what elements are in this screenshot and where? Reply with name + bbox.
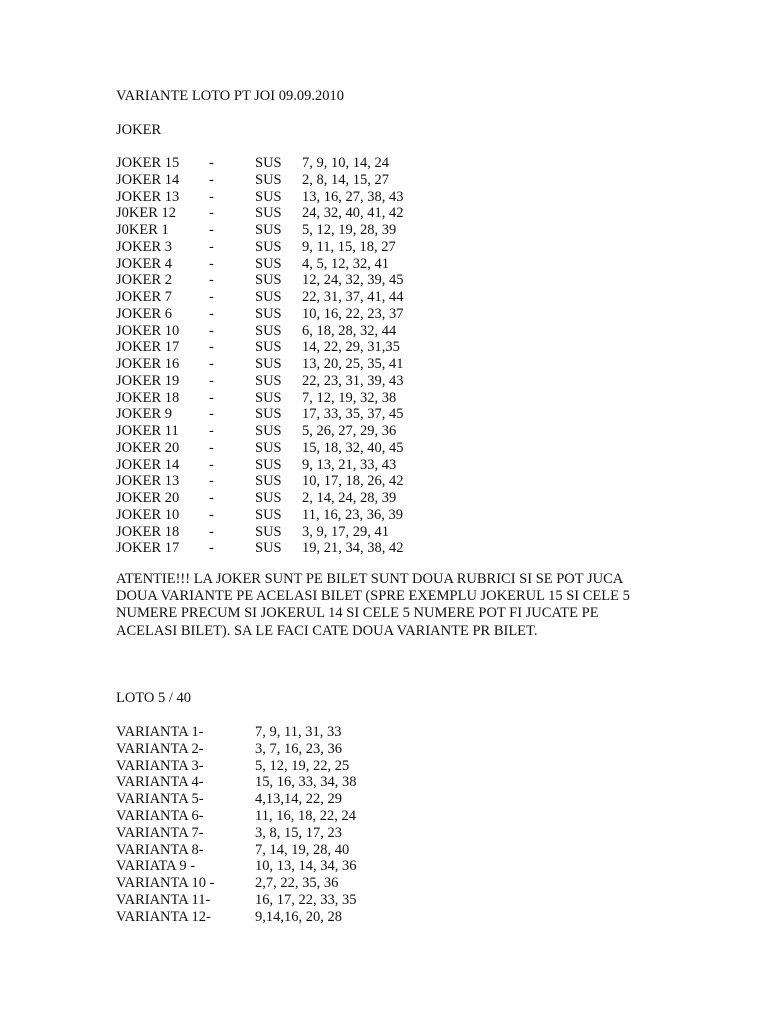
variant-name: VARIANTA 7- xyxy=(116,824,204,841)
joker-numbers: 2, 8, 14, 15, 27 xyxy=(302,171,389,188)
joker-sus-label: SUS xyxy=(255,523,282,540)
joker-name: JOKER 3 xyxy=(116,238,172,255)
joker-numbers: 22, 23, 31, 39, 43 xyxy=(302,372,404,389)
joker-row xyxy=(116,457,676,474)
joker-row xyxy=(116,507,676,524)
joker-row xyxy=(116,272,676,289)
variant-name: VARIANTA 10 - xyxy=(116,875,215,892)
joker-row xyxy=(116,373,676,390)
joker-dash: - xyxy=(209,155,214,171)
variant-name: VARIANTA 6- xyxy=(116,807,204,824)
variant-numbers: 9,14,16, 20, 28 xyxy=(255,908,342,925)
variant-numbers: 7, 9, 11, 31, 33 xyxy=(255,724,342,740)
joker-dash: - xyxy=(209,372,214,389)
joker-name: JOKER 14 xyxy=(116,456,180,473)
joker-dash: - xyxy=(209,523,214,540)
joker-numbers: 4, 5, 12, 32, 41 xyxy=(302,255,389,272)
variant-numbers: 3, 8, 15, 17, 23 xyxy=(255,824,342,841)
joker-numbers: 5, 12, 19, 28, 39 xyxy=(302,222,397,238)
joker-sus-label: SUS xyxy=(255,356,282,372)
joker-dash: - xyxy=(209,272,214,289)
joker-dash: - xyxy=(209,356,214,372)
joker-name: JOKER 9 xyxy=(116,406,172,423)
variant-numbers: 3, 7, 16, 23, 36 xyxy=(255,740,342,757)
joker-row xyxy=(116,356,676,373)
joker-sus-label: SUS xyxy=(255,188,282,205)
variant-name: VARIANTA 5- xyxy=(116,791,204,808)
joker-numbers: 14, 22, 29, 31,35 xyxy=(302,339,400,356)
variant-numbers: 5, 12, 19, 22, 25 xyxy=(255,757,350,774)
joker-numbers: 24, 32, 40, 41, 42 xyxy=(302,205,404,222)
loto-variant-row xyxy=(116,909,516,926)
joker-sus-label: SUS xyxy=(255,389,282,406)
joker-dash: - xyxy=(209,506,214,523)
joker-name: JOKER 20 xyxy=(116,490,180,506)
document-title: VARIANTE LOTO PT JOI 09.09.2010 xyxy=(116,88,344,104)
joker-numbers: 2, 14, 24, 28, 39 xyxy=(302,490,397,506)
joker-sus-label: SUS xyxy=(255,339,282,356)
joker-name: JOKER 10 xyxy=(116,506,180,523)
joker-numbers: 10, 17, 18, 26, 42 xyxy=(302,473,404,490)
joker-sus-label: SUS xyxy=(255,155,282,171)
variant-name: VARIANTA 8- xyxy=(116,841,204,858)
joker-dash: - xyxy=(209,322,214,339)
joker-name: JOKER 2 xyxy=(116,272,172,289)
joker-sus-label: SUS xyxy=(255,289,282,305)
joker-dash: - xyxy=(209,188,214,205)
joker-sus-label: SUS xyxy=(255,322,282,339)
joker-row xyxy=(116,189,676,206)
joker-name: JOKER 11 xyxy=(116,423,179,439)
joker-sus-label: SUS xyxy=(255,540,282,557)
variant-name: VARIANTA 3- xyxy=(116,757,204,774)
joker-row xyxy=(116,306,676,323)
joker-row xyxy=(116,323,676,340)
joker-numbers: 13, 16, 27, 38, 43 xyxy=(302,188,404,205)
joker-row xyxy=(116,172,676,189)
joker-numbers: 7, 9, 10, 14, 24 xyxy=(302,155,389,171)
joker-name: J0KER 12 xyxy=(116,205,177,222)
joker-name: JOKER 15 xyxy=(116,155,180,171)
variant-numbers: 4,13,14, 22, 29 xyxy=(255,791,342,808)
joker-numbers: 12, 24, 32, 39, 45 xyxy=(302,272,404,289)
loto-variant-row xyxy=(116,842,516,859)
variant-name: VARIANTA 1- xyxy=(116,724,204,740)
loto-variant-row xyxy=(116,724,516,741)
joker-dash: - xyxy=(209,490,214,506)
loto-variant-row xyxy=(116,741,516,758)
joker-name: JOKER 19 xyxy=(116,372,180,389)
joker-dash: - xyxy=(209,406,214,423)
joker-dash: - xyxy=(209,456,214,473)
loto-variant-list xyxy=(116,724,516,926)
loto-variant-row xyxy=(116,858,516,875)
joker-list xyxy=(116,155,676,557)
joker-numbers: 9, 11, 15, 18, 27 xyxy=(302,238,396,255)
joker-sus-label: SUS xyxy=(255,456,282,473)
variant-numbers: 10, 13, 14, 34, 36 xyxy=(255,858,357,875)
joker-sus-label: SUS xyxy=(255,205,282,222)
joker-row xyxy=(116,222,676,239)
joker-name: JOKER 7 xyxy=(116,289,172,305)
joker-name: JOKER 18 xyxy=(116,523,180,540)
joker-name: JOKER 20 xyxy=(116,439,180,456)
joker-dash: - xyxy=(209,473,214,490)
joker-numbers: 22, 31, 37, 41, 44 xyxy=(302,289,404,305)
variant-numbers: 11, 16, 18, 22, 24 xyxy=(255,807,356,824)
loto-section-heading: LOTO 5 / 40 xyxy=(116,690,192,706)
attention-note: ATENTIE!!! LA JOKER SUNT PE BILET SUNT DOUA RUBRICI SI SE POT JUCA DOUA VARIANTE PE ACELASI BILET (SPRE EXEMPLU JOKERUL 15 SI CELE 5 NUMERE PRECUM SI JOKERUL 14 SI CELE 5 NUMERE POT FI JUCATE PE ACELASI BILET). SA LE FACI CATE DOUA VARIANTE PR BILET. xyxy=(116,571,630,639)
joker-numbers: 9, 13, 21, 33, 43 xyxy=(302,456,397,473)
variant-numbers: 16, 17, 22, 33, 35 xyxy=(255,891,357,908)
variant-numbers: 15, 16, 33, 34, 38 xyxy=(255,774,357,791)
joker-name: JOKER 16 xyxy=(116,356,180,372)
joker-sus-label: SUS xyxy=(255,423,282,439)
joker-row xyxy=(116,239,676,256)
joker-numbers: 7, 12, 19, 32, 38 xyxy=(302,389,397,406)
joker-sus-label: SUS xyxy=(255,406,282,423)
joker-name: JOKER 13 xyxy=(116,473,180,490)
joker-dash: - xyxy=(209,255,214,272)
joker-name: JOKER 17 xyxy=(116,339,180,356)
joker-row xyxy=(116,524,676,541)
joker-row xyxy=(116,289,676,306)
joker-sus-label: SUS xyxy=(255,506,282,523)
joker-name: JOKER 10 xyxy=(116,322,180,339)
joker-row xyxy=(116,155,676,172)
loto-variant-row xyxy=(116,774,516,791)
joker-sus-label: SUS xyxy=(255,305,282,322)
joker-name: JOKER 6 xyxy=(116,305,172,322)
joker-dash: - xyxy=(209,289,214,305)
variant-numbers: 2,7, 22, 35, 36 xyxy=(255,875,339,892)
loto-variant-row xyxy=(116,825,516,842)
joker-row xyxy=(116,490,676,507)
joker-numbers: 5, 26, 27, 29, 36 xyxy=(302,423,397,439)
variant-name: VARIANTA 2- xyxy=(116,740,204,757)
joker-sus-label: SUS xyxy=(255,490,282,506)
joker-numbers: 10, 16, 22, 23, 37 xyxy=(302,305,404,322)
joker-dash: - xyxy=(209,171,214,188)
joker-numbers: 13, 20, 25, 35, 41 xyxy=(302,356,404,372)
joker-numbers: 3, 9, 17, 29, 41 xyxy=(302,523,389,540)
joker-row xyxy=(116,473,676,490)
loto-variant-row xyxy=(116,875,516,892)
variant-name: VARIANTA 12- xyxy=(116,908,211,925)
joker-sus-label: SUS xyxy=(255,255,282,272)
joker-numbers: 6, 18, 28, 32, 44 xyxy=(302,322,397,339)
joker-name: JOKER 4 xyxy=(116,255,172,272)
joker-row xyxy=(116,423,676,440)
joker-name: JOKER 13 xyxy=(116,188,180,205)
joker-sus-label: SUS xyxy=(255,272,282,289)
joker-row xyxy=(116,440,676,457)
joker-dash: - xyxy=(209,205,214,222)
joker-row xyxy=(116,540,676,557)
joker-sus-label: SUS xyxy=(255,473,282,490)
joker-section-heading: JOKER xyxy=(116,122,162,138)
joker-sus-label: SUS xyxy=(255,171,282,188)
joker-name: JOKER 18 xyxy=(116,389,180,406)
joker-dash: - xyxy=(209,439,214,456)
variant-name: VARIANTA 4- xyxy=(116,774,204,791)
loto-variant-row xyxy=(116,791,516,808)
variant-numbers: 7, 14, 19, 28, 40 xyxy=(255,841,350,858)
joker-row xyxy=(116,339,676,356)
joker-dash: - xyxy=(209,238,214,255)
joker-dash: - xyxy=(209,389,214,406)
joker-dash: - xyxy=(209,222,214,238)
joker-row xyxy=(116,406,676,423)
variant-name: VARIATA 9 - xyxy=(116,858,196,875)
joker-sus-label: SUS xyxy=(255,372,282,389)
joker-dash: - xyxy=(209,423,214,439)
loto-variant-row xyxy=(116,758,516,775)
joker-sus-label: SUS xyxy=(255,222,282,238)
joker-numbers: 17, 33, 35, 37, 45 xyxy=(302,406,404,423)
joker-row xyxy=(116,205,676,222)
joker-numbers: 19, 21, 34, 38, 42 xyxy=(302,540,404,557)
joker-row xyxy=(116,390,676,407)
joker-sus-label: SUS xyxy=(255,238,282,255)
joker-numbers: 11, 16, 23, 36, 39 xyxy=(302,506,403,523)
variant-name: VARIANTA 11- xyxy=(116,891,211,908)
joker-name: JOKER 14 xyxy=(116,171,180,188)
joker-name: J0KER 1 xyxy=(116,222,169,238)
joker-row xyxy=(116,256,676,273)
loto-variant-row xyxy=(116,892,516,909)
joker-numbers: 15, 18, 32, 40, 45 xyxy=(302,439,404,456)
joker-name: JOKER 17 xyxy=(116,540,180,557)
joker-dash: - xyxy=(209,305,214,322)
loto-variant-row xyxy=(116,808,516,825)
joker-dash: - xyxy=(209,339,214,356)
joker-dash: - xyxy=(209,540,214,557)
joker-sus-label: SUS xyxy=(255,439,282,456)
